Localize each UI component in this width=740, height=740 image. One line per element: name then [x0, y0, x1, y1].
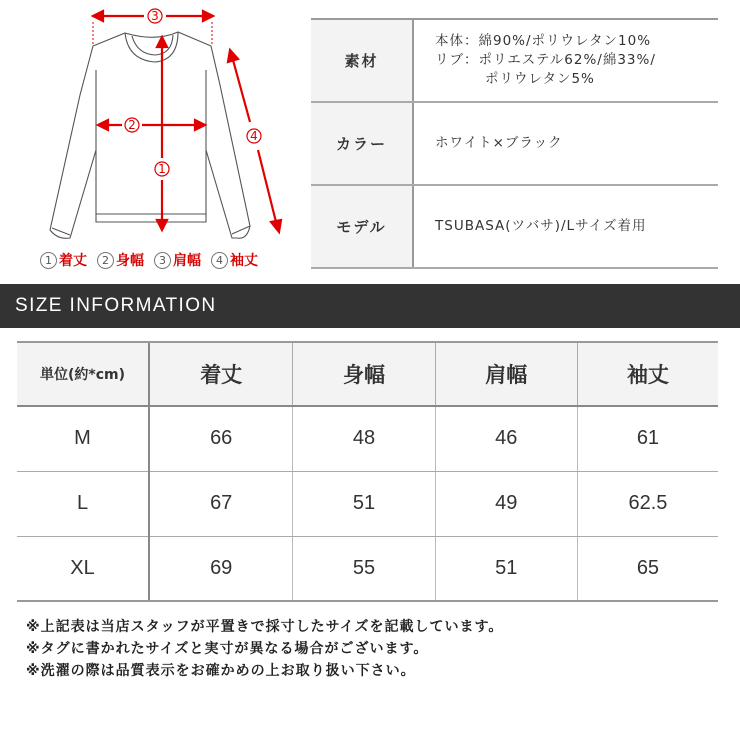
table-row — [17, 536, 718, 601]
material-line: リブ：ポリエステル62%/綿33%/ — [435, 52, 656, 68]
header-unit: 単位(約*cm) — [17, 342, 149, 406]
spec-label: モデル — [311, 186, 414, 267]
cell-value: 51 — [293, 471, 435, 536]
spec-row-model — [311, 186, 718, 269]
marker-4: 4 — [250, 129, 258, 143]
legend-label: 身幅 — [116, 253, 144, 269]
marker-2: 2 — [128, 118, 136, 132]
size-notes — [26, 616, 503, 682]
legend-number: 2 — [97, 252, 114, 269]
size-information-banner: SIZE INFORMATION — [0, 284, 740, 328]
size-label: L — [17, 471, 149, 536]
legend-number: 4 — [211, 252, 228, 269]
marker-1: 1 — [158, 162, 166, 176]
legend-label: 袖丈 — [230, 253, 258, 269]
legend-item — [211, 250, 258, 270]
note-line: ※上記表は当店スタッフが平置きで採寸したサイズを記載しています。 — [26, 619, 504, 635]
cell-value: 48 — [293, 406, 435, 471]
spec-label: 素材 — [311, 20, 414, 101]
spec-label: カラー — [311, 103, 414, 184]
cell-value: 61 — [577, 406, 718, 471]
legend-label: 肩幅 — [173, 253, 201, 269]
cell-value: 69 — [149, 536, 293, 601]
size-label: XL — [17, 536, 149, 601]
material-line: 本体：綿90%/ポリウレタン10% — [435, 33, 652, 49]
legend-item — [97, 250, 144, 270]
table-row — [17, 471, 718, 536]
note-line: ※タグに書かれたサイズと実寸が異なる場合がございます。 — [26, 641, 429, 657]
product-spec-table — [311, 18, 718, 269]
header-length: 着丈 — [149, 342, 293, 406]
spec-value — [414, 20, 718, 101]
legend-label: 着丈 — [59, 253, 87, 269]
size-label: M — [17, 406, 149, 471]
spec-value: ホワイト×ブラック — [435, 135, 563, 151]
cell-value: 67 — [149, 471, 293, 536]
marker-3: 3 — [151, 9, 159, 23]
cell-value: 62.5 — [577, 471, 718, 536]
spec-row-color — [311, 103, 718, 186]
garment-diagram — [0, 0, 300, 280]
material-line: ポリウレタン5% — [485, 71, 595, 87]
legend-number: 1 — [40, 252, 57, 269]
size-table — [17, 341, 718, 602]
legend-number: 3 — [154, 252, 171, 269]
legend-item — [40, 250, 87, 270]
note-line: ※洗濯の際は品質表示をお確かめの上お取り扱い下さい。 — [26, 663, 416, 679]
measurement-legend — [40, 250, 280, 270]
table-row — [17, 406, 718, 471]
header-body-width: 身幅 — [293, 342, 435, 406]
spec-value: TSUBASA(ツバサ)/Lサイズ着用 — [435, 218, 647, 234]
header-sleeve-length: 袖丈 — [577, 342, 718, 406]
cell-value: 46 — [435, 406, 577, 471]
cell-value: 55 — [293, 536, 435, 601]
cell-value: 51 — [435, 536, 577, 601]
sweatshirt-outline-icon — [0, 0, 300, 250]
cell-value: 65 — [577, 536, 718, 601]
cell-value: 66 — [149, 406, 293, 471]
header-shoulder-width: 肩幅 — [435, 342, 577, 406]
cell-value: 49 — [435, 471, 577, 536]
spec-row-material — [311, 20, 718, 103]
legend-item — [154, 250, 201, 270]
size-table-header-row — [17, 342, 718, 406]
